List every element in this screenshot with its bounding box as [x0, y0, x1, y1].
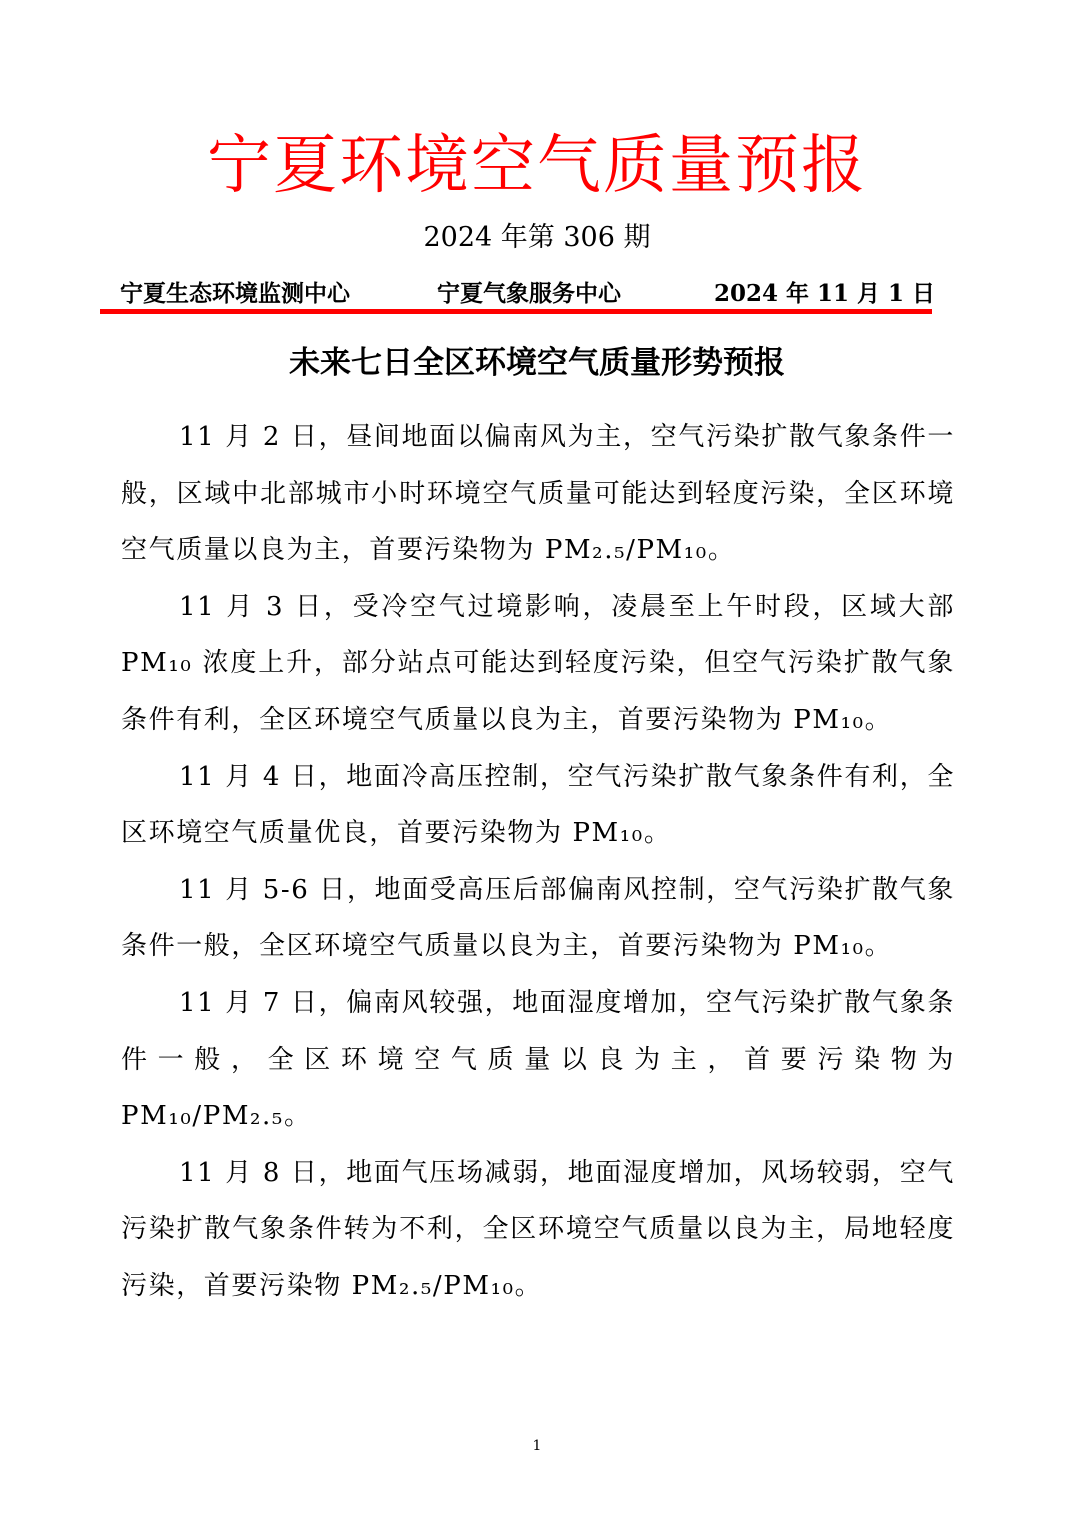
forecast-paragraph: 11 月 4 日，地面冷高压控制，空气污染扩散气象条件有利，全区环境空气质量优良，首要污染物为 PM₁₀。: [121, 761, 955, 849]
publisher-info-row: [120, 276, 935, 312]
forecast-paragraph: 11 月 7 日，偏南风较强，地面湿度增加，空气污染扩散气象条件一般，全区环境空气质量以良为主，首要污染物为 PM₁₀/PM₂.₅。: [121, 987, 955, 1132]
forecast-paragraph: 11 月 2 日，昼间地面以偏南风为主，空气污染扩散气象条件一般，区域中北部城市小时环境空气质量可能达到轻度污染，全区环境空气质量以良为主，首要污染物为 PM₂.₅/PM₁₀。: [121, 422, 955, 566]
page-number: 1: [532, 1438, 542, 1454]
issue-number: 2024 年第 306 期: [423, 222, 651, 253]
masthead-title: 宁夏环境空气质量预报: [207, 129, 867, 203]
publisher-meteorological-center: 宁夏气象服务中心: [437, 280, 621, 307]
forecast-body: [121, 409, 955, 1315]
section-title: 未来七日全区环境空气质量形势预报: [289, 345, 785, 381]
forecast-paragraph: 11 月 3 日，受冷空气过境影响，凌晨至上午时段，区域大部 PM₁₀ 浓度上升，部分站点可能达到轻度污染，但空气污染扩散气象条件有利，全区环境空气质量以良为主，首要污染物为 PM₁₀。: [121, 591, 955, 735]
forecast-paragraph: 11 月 5-6 日，地面受高压后部偏南风控制，空气污染扩散气象条件一般，全区环境空气质量以良为主，首要污染物为 PM₁₀。: [121, 874, 955, 962]
publish-date: 2024 年 11 月 1 日: [713, 280, 935, 307]
masthead-divider: [100, 309, 932, 314]
forecast-paragraph: 11 月 8 日，地面气压场减弱，地面湿度增加，风场较弱，空气污染扩散气象条件转为不利，全区环境空气质量以良为主，局地轻度污染，首要污染物 PM₂.₅/PM₁₀。: [121, 1157, 955, 1301]
publisher-monitoring-center: 宁夏生态环境监测中心: [120, 280, 350, 307]
